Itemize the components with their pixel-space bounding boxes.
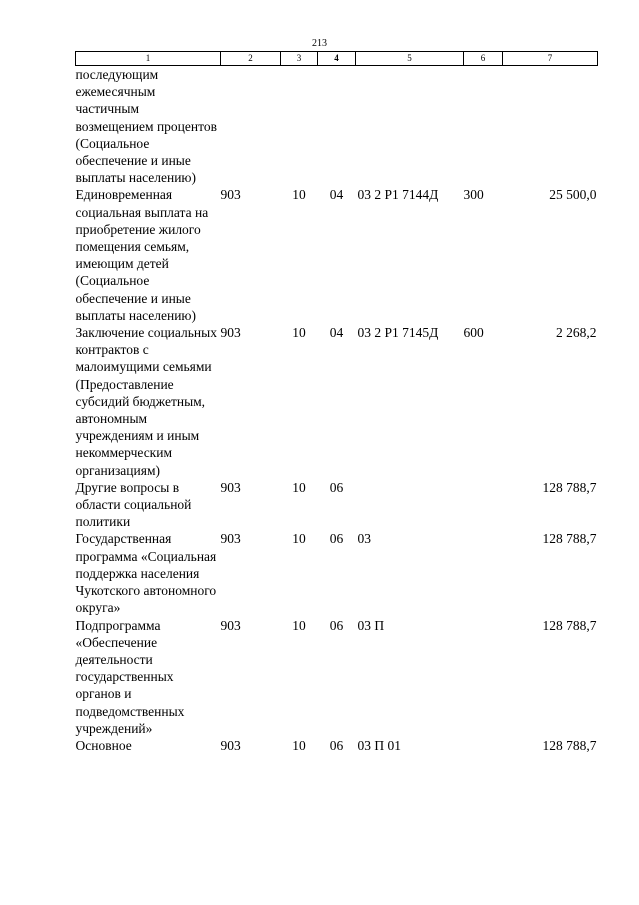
row-expense-type — [464, 66, 503, 187]
row-ministry-code: 903 — [220, 325, 241, 341]
row-expense-type — [464, 617, 503, 737]
row-target-code: 03 2 Р1 7145Д — [357, 325, 439, 341]
row-target-code: 03 2 Р1 7144Д — [357, 187, 439, 203]
row-name: последующим ежемесячным частичным возмещением процентов (Социальное обеспечение и иные выплаты населению) — [75, 67, 217, 186]
row-amount: 2 268,2 — [556, 325, 597, 341]
row-target-code: 03 П 01 — [357, 737, 401, 753]
row-name: Основное — [75, 737, 132, 753]
header-col-4: 4 — [318, 52, 356, 66]
row-expense-type — [464, 530, 503, 616]
row-section: 10 — [292, 531, 306, 547]
row-subsection: 04 — [329, 187, 344, 203]
row-amount: 128 788,7 — [542, 479, 597, 495]
row-ministry-code — [221, 66, 281, 187]
header-col-5: 5 — [356, 52, 464, 66]
row-subsection: 06 — [329, 531, 344, 547]
row-name: Подпрограмма «Обеспечение деятельности государственных органов и подведомственных учреждений» — [75, 617, 185, 736]
row-section — [281, 66, 318, 187]
row-ministry-code: 903 — [220, 479, 241, 495]
row-name: Государственная программа «Социальная поддержка населения Чукотского автономного округа» — [75, 531, 217, 616]
page-number: 213 — [312, 38, 327, 49]
row-subsection — [318, 66, 356, 187]
table-row — [76, 324, 598, 479]
row-name: Единовременная социальная выплата на приобретение жилого помещения семьям, имеющим детей (Социальное обеспечение и иные выплаты населению) — [75, 187, 209, 323]
row-amount: 25 500,0 — [549, 187, 597, 203]
row-name: Заключение социальных контрактов с малоимущими семьями (Предоставление субсидий бюджетным, автономным учреждениям и иным некоммерческим организациям) — [75, 325, 217, 478]
header-col-7: 7 — [503, 52, 598, 66]
budget-table — [75, 51, 598, 754]
row-name: Другие вопросы в области социальной политики — [75, 479, 192, 530]
row-section: 10 — [292, 617, 306, 633]
row-subsection: 06 — [329, 737, 344, 753]
table-row — [76, 186, 598, 324]
table-row — [76, 617, 598, 737]
row-section: 10 — [292, 737, 306, 753]
header-col-3: 3 — [281, 52, 318, 66]
row-amount — [503, 66, 598, 187]
row-target-code: 03 — [357, 531, 371, 547]
row-subsection: 06 — [329, 617, 344, 633]
header-col-1: 1 — [76, 52, 221, 66]
row-expense-type — [464, 479, 503, 531]
row-expense-type — [464, 737, 503, 754]
row-ministry-code: 903 — [220, 187, 241, 203]
row-ministry-code: 903 — [220, 737, 241, 753]
table-row — [76, 66, 598, 187]
table-row — [76, 737, 598, 754]
row-ministry-code: 903 — [220, 617, 241, 633]
row-target-code — [356, 66, 464, 187]
row-section: 10 — [292, 479, 306, 495]
row-expense-type: 300 — [463, 187, 484, 203]
header-row — [76, 52, 598, 66]
row-target-code: 03 П — [357, 617, 385, 633]
row-subsection: 06 — [329, 479, 344, 495]
row-section: 10 — [292, 325, 306, 341]
row-amount: 128 788,7 — [542, 531, 597, 547]
table-row — [76, 530, 598, 616]
header-col-6: 6 — [464, 52, 503, 66]
row-section: 10 — [292, 187, 306, 203]
row-amount: 128 788,7 — [542, 737, 597, 753]
row-subsection: 04 — [329, 325, 344, 341]
header-col-2: 2 — [221, 52, 281, 66]
row-amount: 128 788,7 — [542, 617, 597, 633]
table-row — [76, 479, 598, 531]
row-ministry-code: 903 — [220, 531, 241, 547]
row-target-code — [356, 479, 464, 531]
row-expense-type: 600 — [463, 325, 484, 341]
